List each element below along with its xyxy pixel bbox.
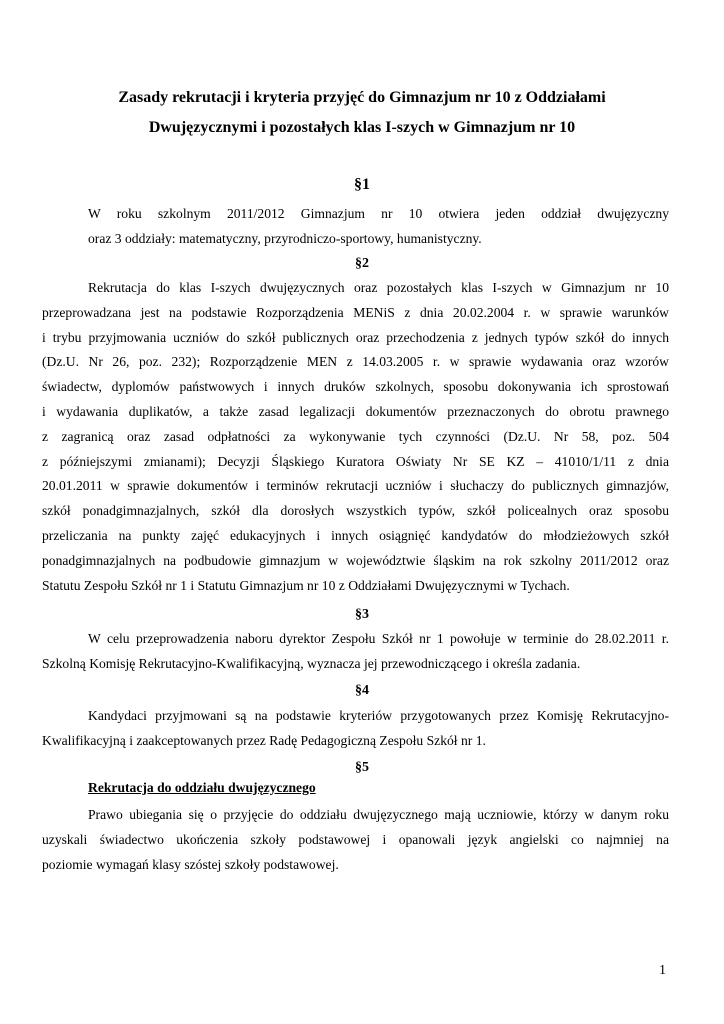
paragraph-line: W roku szkolnym 2011/2012 Gimnazjum nr 10 otwiera jeden oddział dwujęzyczny [88, 206, 669, 221]
section-mark-4: §4 [355, 683, 369, 698]
paragraph-line: poziomie wymagań klasy szóstej szkoły podstawowej. [42, 856, 339, 872]
paragraph-line: Szkolną Komisję Rekrutacyjno-Kwalifikacyjną, wyznacza jej przewodniczącego i określa zadania. [42, 655, 581, 671]
paragraph-line: z zagranicą oraz zasad odpłatności za wykonywanie tych czynności (Dz.U. Nr 58, poz. 504 [42, 428, 669, 444]
paragraph-line: 20.01.2011 w sprawie dokumentów i terminów rekrutacji uczniów i słuchaczy do publicznych gimnazjów, [42, 478, 669, 494]
section-4-paragraph [42, 704, 669, 754]
paragraph-line: uzyskali świadectwo ukończenia szkoły podstawowej i opanowali język angielski co najmniej na [42, 831, 669, 847]
paragraph-line: i wydawania duplikatów, a także zasad legalizacji dokumentów przeznaczonych do obrotu prawnego [42, 403, 669, 419]
paragraph-line: W celu przeprowadzenia naboru dyrektor Zespołu Szkół nr 1 powołuje w terminie do 28.02.2011 r. [88, 631, 669, 646]
paragraph-line: Prawo ubiegania się o przyjęcie do oddziału dwujęzycznego mają uczniowie, którzy w danym roku [88, 807, 669, 822]
section-2-paragraph [42, 276, 669, 598]
paragraph-line: Kwalifikacyjną i zaakceptowanych przez Radę Pedagogiczną Zespołu Szkół nr 1. [42, 732, 486, 748]
section-3-paragraph [42, 627, 669, 677]
section-mark-2: §2 [355, 256, 369, 271]
paragraph-line: przeprowadzana jest na podstawie Rozporządzenia MENiS z dnia 20.02.2004 r. w sprawie warunków [42, 304, 669, 320]
section-mark-1: §1 [354, 176, 370, 193]
paragraph-line: Statutu Zespołu Szkół nr 1 i Statutu Gimnazjum nr 10 z Oddziałami Dwujęzycznymi w Tychach. [42, 577, 570, 593]
section-5-paragraph [42, 803, 669, 877]
section-mark-3: §3 [355, 607, 369, 622]
section-mark-5: §5 [355, 760, 369, 775]
page-number: 1 [659, 963, 666, 978]
paragraph-line: i trybu przyjmowania uczniów do szkół publicznych oraz przechodzenia z jednych typów szkół do innych [42, 329, 669, 345]
paragraph-line: oraz 3 oddziały: matematyczny, przyrodniczo-sportowy, humanistyczny. [88, 230, 482, 246]
paragraph-line: szkół ponadgimnazjalnych, szkół dla dorosłych wszystkich typów, szkół policealnych oraz sposobu [42, 503, 669, 519]
subsection-heading: Rekrutacja do oddziału dwujęzycznego [88, 780, 316, 795]
paragraph-line: ponadgimnazjalnych na podbudowie gimnazjum w województwie śląskim na rok szkolny 2011/2012 oraz [42, 552, 669, 568]
paragraph-line: Kandydaci przyjmowani są na podstawie kryteriów przygotowanych przez Komisję Rekrutacyjno- [88, 708, 669, 723]
paragraph-line: Rekrutacja do klas I-szych dwujęzycznych oraz pozostałych klas I-szych w Gimnazjum nr 10 [88, 280, 669, 295]
section-1-paragraph [88, 202, 669, 252]
paragraph-line: (Dz.U. Nr 26, poz. 232); Rozporządzenie MEN z 14.03.2005 r. w sprawie wydawania oraz wzorów [42, 354, 669, 370]
paragraph-line: z późniejszymi zmianami); Decyzji Śląskiego Kuratora Oświaty Nr SE KZ – 41010/1/11 z dnia [42, 453, 669, 469]
paragraph-line: świadectw, dyplomów państwowych i innych druków szkolnych, sposobu dokonywania ich sprostowań [42, 379, 669, 395]
document-title-line-1: Zasady rekrutacji i kryteria przyjęć do Gimnazjum nr 10 z Oddziałami [118, 89, 606, 106]
paragraph-line: przeliczania na punkty zajęć edukacyjnych i innych osiągnięć kandydatów do młodzieżowych szkół [42, 527, 669, 543]
document-title-line-2: Dwujęzycznymi i pozostałych klas I-szych w Gimnazjum nr 10 [148, 119, 576, 136]
